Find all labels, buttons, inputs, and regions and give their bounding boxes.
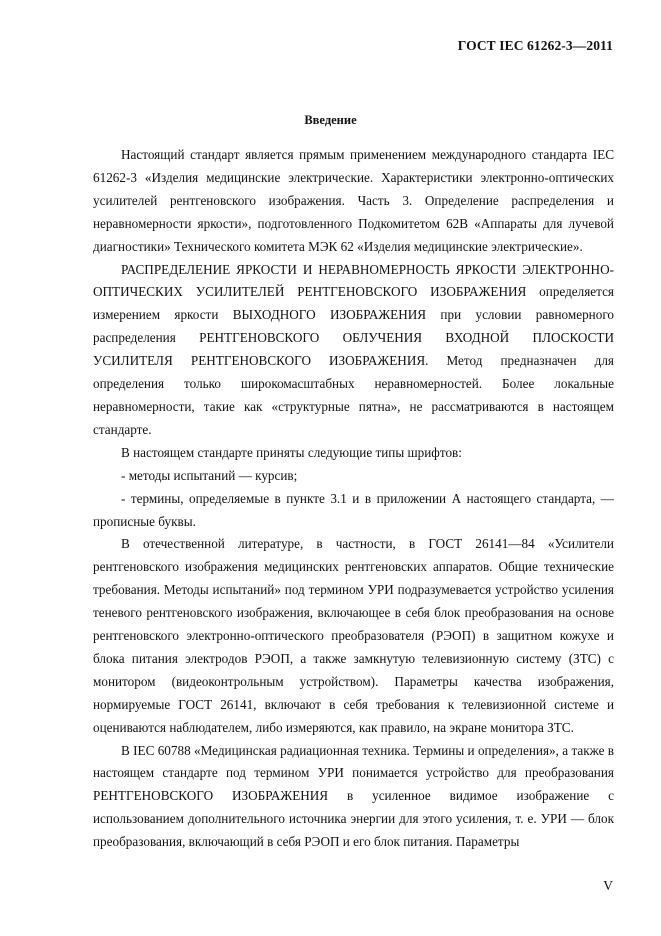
document-body [93, 144, 614, 854]
paragraph-fonts-caps: - термины, определяемые в пункте 3.1 и в приложении А настоящего стандарта, — прописные буквы. [93, 490, 614, 529]
paragraph-fonts-italic: - методы испытаний — курсив; [121, 467, 298, 483]
page-number: V [603, 878, 613, 893]
section-title: Введение [304, 113, 357, 127]
paragraph-iec-60788: В IEC 60788 «Медицинская радиационная техника. Термины и определения», а также в настоящем стандарте под термином УРИ понимается устройство для преобразования РЕНТГЕНОВСКОГО ИЗОБРАЖЕНИЯ в усиленное видимое изображение с использованием дополнительного источника энергии для этого усиления, т. е. УРИ — блок преобразования, включающий в себя РЭОП и его блок питания. Параметры [93, 742, 614, 850]
paragraph-domestic-literature: В отечественной литературе, в частности, в ГОСТ 26141—84 «Усилители рентгеновского изображения медицинских рентгеновских аппаратов. Общие технические требования. Методы испытаний» под термином УРИ подразумевается устройство усиления теневого рентгеновского изображения, включающее в себя блок преобразования на основе рентгеновского электронно-оптического преобразователя (РЭОП) в защитном кожухе и блока питания электродов РЭОП, а также замкнутую телевизионную систему (ЗТС) с монитором (видеоконтрольным устройством). Параметры качества изображения, нормируемые ГОСТ 26141, включают в себя требования к телевизионной системе и оцениваются наблюдателем, либо измеряются, как правило, на экране монитора ЗТС. [93, 536, 614, 735]
paragraph-fonts-intro: В настоящем стандарте приняты следующие типы шрифтов: [121, 444, 462, 460]
paragraph-brightness: РАСПРЕДЕЛЕНИЕ ЯРКОСТИ И НЕРАВНОМЕРНОСТЬ ЯРКОСТИ ЭЛЕКТРОННО-ОПТИЧЕСКИХ УСИЛИТЕЛЕЙ РЕНТГЕНОВСКОГО ИЗОБРАЖЕНИЯ определяется измерением яркости ВЫХОДНОГО ИЗОБРАЖЕНИЯ при условии равномерного распределения РЕНТГЕНОВСКОГО ОБЛУЧЕНИЯ ВХОДНОЙ ПЛОСКОСТИ УСИЛИТЕЛЯ РЕНТГЕНОВСКОГО ИЗОБРАЖЕНИЯ. Метод предназначен для определения только широкомасштабных неравномерностей. Более локальные неравномерности, такие как «структурные пятна», не рассматриваются в настоящем стандарте. [93, 261, 614, 437]
standard-code-header: ГОСТ IEC 61262-3—2011 [457, 38, 613, 53]
paragraph-intro: Настоящий стандарт является прямым применением международного стандарта IEC 61262-3 «Изделия медицинские электрические. Характеристики электронно-оптических усилителей рентгеновского изображения. Часть 3. Определение распределения и неравномерности яркости», подготовленного Подкомитетом 62В «Аппараты для лучевой диагностики» Технического комитета МЭК 62 «Изделия медицинские электрические». [93, 147, 614, 254]
